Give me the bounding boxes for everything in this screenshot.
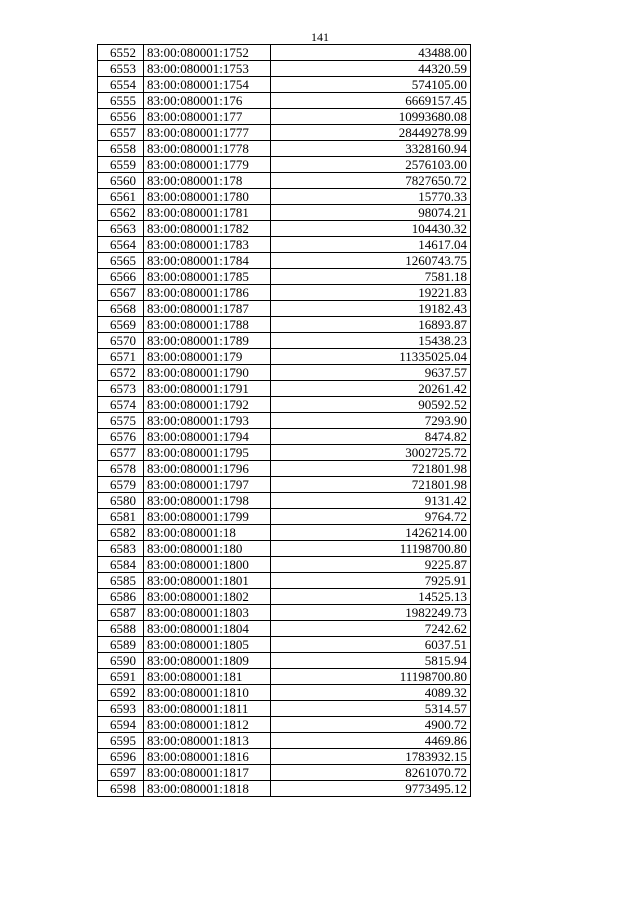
row-number-cell: 6595	[98, 733, 144, 749]
cadastral-number-cell: 83:00:080001:1801	[144, 573, 271, 589]
row-number-cell: 6582	[98, 525, 144, 541]
cadastral-value-cell: 721801.98	[271, 461, 471, 477]
cadastral-value-cell: 3002725.72	[271, 445, 471, 461]
cadastral-value-cell: 15770.33	[271, 189, 471, 205]
row-number-cell: 6562	[98, 205, 144, 221]
table-row	[98, 189, 471, 205]
table-row	[98, 125, 471, 141]
table-row	[98, 93, 471, 109]
table-row	[98, 221, 471, 237]
cadastral-value-cell: 19221.83	[271, 285, 471, 301]
cadastral-value-cell: 20261.42	[271, 381, 471, 397]
table-row	[98, 109, 471, 125]
row-number-cell: 6561	[98, 189, 144, 205]
cadastral-value-cell: 15438.23	[271, 333, 471, 349]
row-number-cell: 6590	[98, 653, 144, 669]
row-number-cell: 6555	[98, 93, 144, 109]
table-row	[98, 461, 471, 477]
table-row	[98, 157, 471, 173]
cadastral-number-cell: 83:00:080001:181	[144, 669, 271, 685]
row-number-cell: 6552	[98, 45, 144, 61]
row-number-cell: 6569	[98, 317, 144, 333]
cadastral-number-cell: 83:00:080001:1803	[144, 605, 271, 621]
cadastral-value-cell: 5815.94	[271, 653, 471, 669]
table-row	[98, 589, 471, 605]
cadastral-number-cell: 83:00:080001:1780	[144, 189, 271, 205]
row-number-cell: 6587	[98, 605, 144, 621]
table-row	[98, 605, 471, 621]
cadastral-value-cell: 7925.91	[271, 573, 471, 589]
cadastral-value-cell: 28449278.99	[271, 125, 471, 141]
table-row	[98, 573, 471, 589]
cadastral-value-cell: 9131.42	[271, 493, 471, 509]
cadastral-value-cell: 11198700.80	[271, 669, 471, 685]
table-row	[98, 77, 471, 93]
table-row	[98, 61, 471, 77]
cadastral-number-cell: 83:00:080001:180	[144, 541, 271, 557]
row-number-cell: 6596	[98, 749, 144, 765]
table-row	[98, 285, 471, 301]
cadastral-value-cell: 10993680.08	[271, 109, 471, 125]
cadastral-number-cell: 83:00:080001:1791	[144, 381, 271, 397]
cadastral-number-cell: 83:00:080001:1798	[144, 493, 271, 509]
cadastral-number-cell: 83:00:080001:1792	[144, 397, 271, 413]
page-number: 141	[311, 30, 329, 44]
table-row	[98, 541, 471, 557]
cadastral-value-cell: 4900.72	[271, 717, 471, 733]
table-row	[98, 621, 471, 637]
cadastral-value-cell: 43488.00	[271, 45, 471, 61]
row-number-cell: 6564	[98, 237, 144, 253]
table-row	[98, 349, 471, 365]
table-row	[98, 637, 471, 653]
cadastral-number-cell: 83:00:080001:1786	[144, 285, 271, 301]
table-row	[98, 765, 471, 781]
cadastral-number-cell: 83:00:080001:1782	[144, 221, 271, 237]
table-row	[98, 733, 471, 749]
row-number-cell: 6565	[98, 253, 144, 269]
row-number-cell: 6573	[98, 381, 144, 397]
table-row	[98, 253, 471, 269]
cadastral-number-cell: 83:00:080001:179	[144, 349, 271, 365]
cadastral-number-cell: 83:00:080001:1779	[144, 157, 271, 173]
table-row	[98, 781, 471, 797]
row-number-cell: 6563	[98, 221, 144, 237]
table-row	[98, 141, 471, 157]
cadastral-number-cell: 83:00:080001:1813	[144, 733, 271, 749]
cadastral-value-cell: 721801.98	[271, 477, 471, 493]
cadastral-value-cell: 4469.86	[271, 733, 471, 749]
table-row	[98, 701, 471, 717]
table-row	[98, 557, 471, 573]
cadastral-number-cell: 83:00:080001:1800	[144, 557, 271, 573]
cadastral-number-cell: 83:00:080001:1810	[144, 685, 271, 701]
row-number-cell: 6559	[98, 157, 144, 173]
cadastral-number-cell: 83:00:080001:18	[144, 525, 271, 541]
cadastral-number-cell: 83:00:080001:178	[144, 173, 271, 189]
cadastral-number-cell: 83:00:080001:1796	[144, 461, 271, 477]
cadastral-value-cell: 9225.87	[271, 557, 471, 573]
cadastral-number-cell: 83:00:080001:1809	[144, 653, 271, 669]
table-row	[98, 317, 471, 333]
table-row	[98, 301, 471, 317]
cadastral-value-cell: 9764.72	[271, 509, 471, 525]
cadastral-value-cell: 14525.13	[271, 589, 471, 605]
row-number-cell: 6553	[98, 61, 144, 77]
row-number-cell: 6567	[98, 285, 144, 301]
table-row	[98, 269, 471, 285]
cadastral-number-cell: 83:00:080001:1754	[144, 77, 271, 93]
row-number-cell: 6571	[98, 349, 144, 365]
cadastral-number-cell: 83:00:080001:1785	[144, 269, 271, 285]
cadastral-value-cell: 1783932.15	[271, 749, 471, 765]
cadastral-number-cell: 83:00:080001:1778	[144, 141, 271, 157]
row-number-cell: 6556	[98, 109, 144, 125]
row-number-cell: 6597	[98, 765, 144, 781]
cadastral-value-cell: 44320.59	[271, 61, 471, 77]
cadastral-number-cell: 83:00:080001:1793	[144, 413, 271, 429]
table-body	[98, 45, 471, 797]
cadastral-number-cell: 83:00:080001:1789	[144, 333, 271, 349]
cadastral-number-cell: 83:00:080001:1790	[144, 365, 271, 381]
cadastral-value-cell: 4089.32	[271, 685, 471, 701]
cadastral-number-cell: 83:00:080001:1811	[144, 701, 271, 717]
table-row	[98, 45, 471, 61]
row-number-cell: 6575	[98, 413, 144, 429]
cadastral-value-cell: 8261070.72	[271, 765, 471, 781]
cadastral-value-cell: 14617.04	[271, 237, 471, 253]
table-row	[98, 525, 471, 541]
table-row	[98, 669, 471, 685]
cadastral-number-cell: 83:00:080001:1777	[144, 125, 271, 141]
cadastral-number-cell: 83:00:080001:1799	[144, 509, 271, 525]
table-row	[98, 381, 471, 397]
row-number-cell: 6568	[98, 301, 144, 317]
cadastral-value-cell: 3328160.94	[271, 141, 471, 157]
table-row	[98, 477, 471, 493]
cadastral-value-cell: 7242.62	[271, 621, 471, 637]
row-number-cell: 6583	[98, 541, 144, 557]
cadastral-number-cell: 83:00:080001:1784	[144, 253, 271, 269]
cadastral-number-cell: 83:00:080001:1817	[144, 765, 271, 781]
cadastral-number-cell: 83:00:080001:1805	[144, 637, 271, 653]
row-number-cell: 6584	[98, 557, 144, 573]
row-number-cell: 6554	[98, 77, 144, 93]
table-row	[98, 413, 471, 429]
cadastral-number-cell: 83:00:080001:1753	[144, 61, 271, 77]
cadastral-value-cell: 7581.18	[271, 269, 471, 285]
cadastral-value-table	[97, 44, 471, 797]
cadastral-value-cell: 11198700.80	[271, 541, 471, 557]
table-row	[98, 509, 471, 525]
cadastral-value-cell: 5314.57	[271, 701, 471, 717]
table-row	[98, 365, 471, 381]
row-number-cell: 6586	[98, 589, 144, 605]
row-number-cell: 6558	[98, 141, 144, 157]
table-row	[98, 237, 471, 253]
cadastral-number-cell: 83:00:080001:1802	[144, 589, 271, 605]
row-number-cell: 6570	[98, 333, 144, 349]
table-row	[98, 429, 471, 445]
cadastral-value-cell: 9637.57	[271, 365, 471, 381]
row-number-cell: 6566	[98, 269, 144, 285]
cadastral-value-cell: 2576103.00	[271, 157, 471, 173]
table-row	[98, 749, 471, 765]
cadastral-value-cell: 16893.87	[271, 317, 471, 333]
cadastral-number-cell: 83:00:080001:1795	[144, 445, 271, 461]
cadastral-value-cell: 90592.52	[271, 397, 471, 413]
row-number-cell: 6560	[98, 173, 144, 189]
cadastral-number-cell: 83:00:080001:177	[144, 109, 271, 125]
row-number-cell: 6591	[98, 669, 144, 685]
cadastral-value-cell: 104430.32	[271, 221, 471, 237]
row-number-cell: 6579	[98, 477, 144, 493]
row-number-cell: 6580	[98, 493, 144, 509]
cadastral-value-cell: 19182.43	[271, 301, 471, 317]
cadastral-value-cell: 11335025.04	[271, 349, 471, 365]
cadastral-number-cell: 83:00:080001:1812	[144, 717, 271, 733]
row-number-cell: 6594	[98, 717, 144, 733]
row-number-cell: 6557	[98, 125, 144, 141]
row-number-cell: 6572	[98, 365, 144, 381]
cadastral-value-cell: 1426214.00	[271, 525, 471, 541]
table-row	[98, 173, 471, 189]
row-number-cell: 6577	[98, 445, 144, 461]
cadastral-value-cell: 6669157.45	[271, 93, 471, 109]
cadastral-value-cell: 1260743.75	[271, 253, 471, 269]
cadastral-value-cell: 6037.51	[271, 637, 471, 653]
cadastral-number-cell: 83:00:080001:1781	[144, 205, 271, 221]
cadastral-value-cell: 9773495.12	[271, 781, 471, 797]
cadastral-number-cell: 83:00:080001:1818	[144, 781, 271, 797]
table-row	[98, 493, 471, 509]
cadastral-number-cell: 83:00:080001:1787	[144, 301, 271, 317]
row-number-cell: 6576	[98, 429, 144, 445]
table-row	[98, 717, 471, 733]
table-row	[98, 205, 471, 221]
cadastral-number-cell: 83:00:080001:1804	[144, 621, 271, 637]
cadastral-value-cell: 98074.21	[271, 205, 471, 221]
cadastral-value-cell: 574105.00	[271, 77, 471, 93]
row-number-cell: 6588	[98, 621, 144, 637]
table-row	[98, 653, 471, 669]
row-number-cell: 6585	[98, 573, 144, 589]
cadastral-value-cell: 7827650.72	[271, 173, 471, 189]
row-number-cell: 6574	[98, 397, 144, 413]
table-row	[98, 397, 471, 413]
cadastral-number-cell: 83:00:080001:1797	[144, 477, 271, 493]
cadastral-value-cell: 7293.90	[271, 413, 471, 429]
cadastral-number-cell: 83:00:080001:1794	[144, 429, 271, 445]
row-number-cell: 6593	[98, 701, 144, 717]
table-row	[98, 445, 471, 461]
cadastral-number-cell: 83:00:080001:1752	[144, 45, 271, 61]
row-number-cell: 6598	[98, 781, 144, 797]
row-number-cell: 6592	[98, 685, 144, 701]
cadastral-value-cell: 8474.82	[271, 429, 471, 445]
table-row	[98, 685, 471, 701]
cadastral-number-cell: 83:00:080001:1783	[144, 237, 271, 253]
cadastral-number-cell: 83:00:080001:176	[144, 93, 271, 109]
cadastral-number-cell: 83:00:080001:1788	[144, 317, 271, 333]
cadastral-value-cell: 1982249.73	[271, 605, 471, 621]
table-row	[98, 333, 471, 349]
row-number-cell: 6589	[98, 637, 144, 653]
row-number-cell: 6578	[98, 461, 144, 477]
cadastral-number-cell: 83:00:080001:1816	[144, 749, 271, 765]
row-number-cell: 6581	[98, 509, 144, 525]
